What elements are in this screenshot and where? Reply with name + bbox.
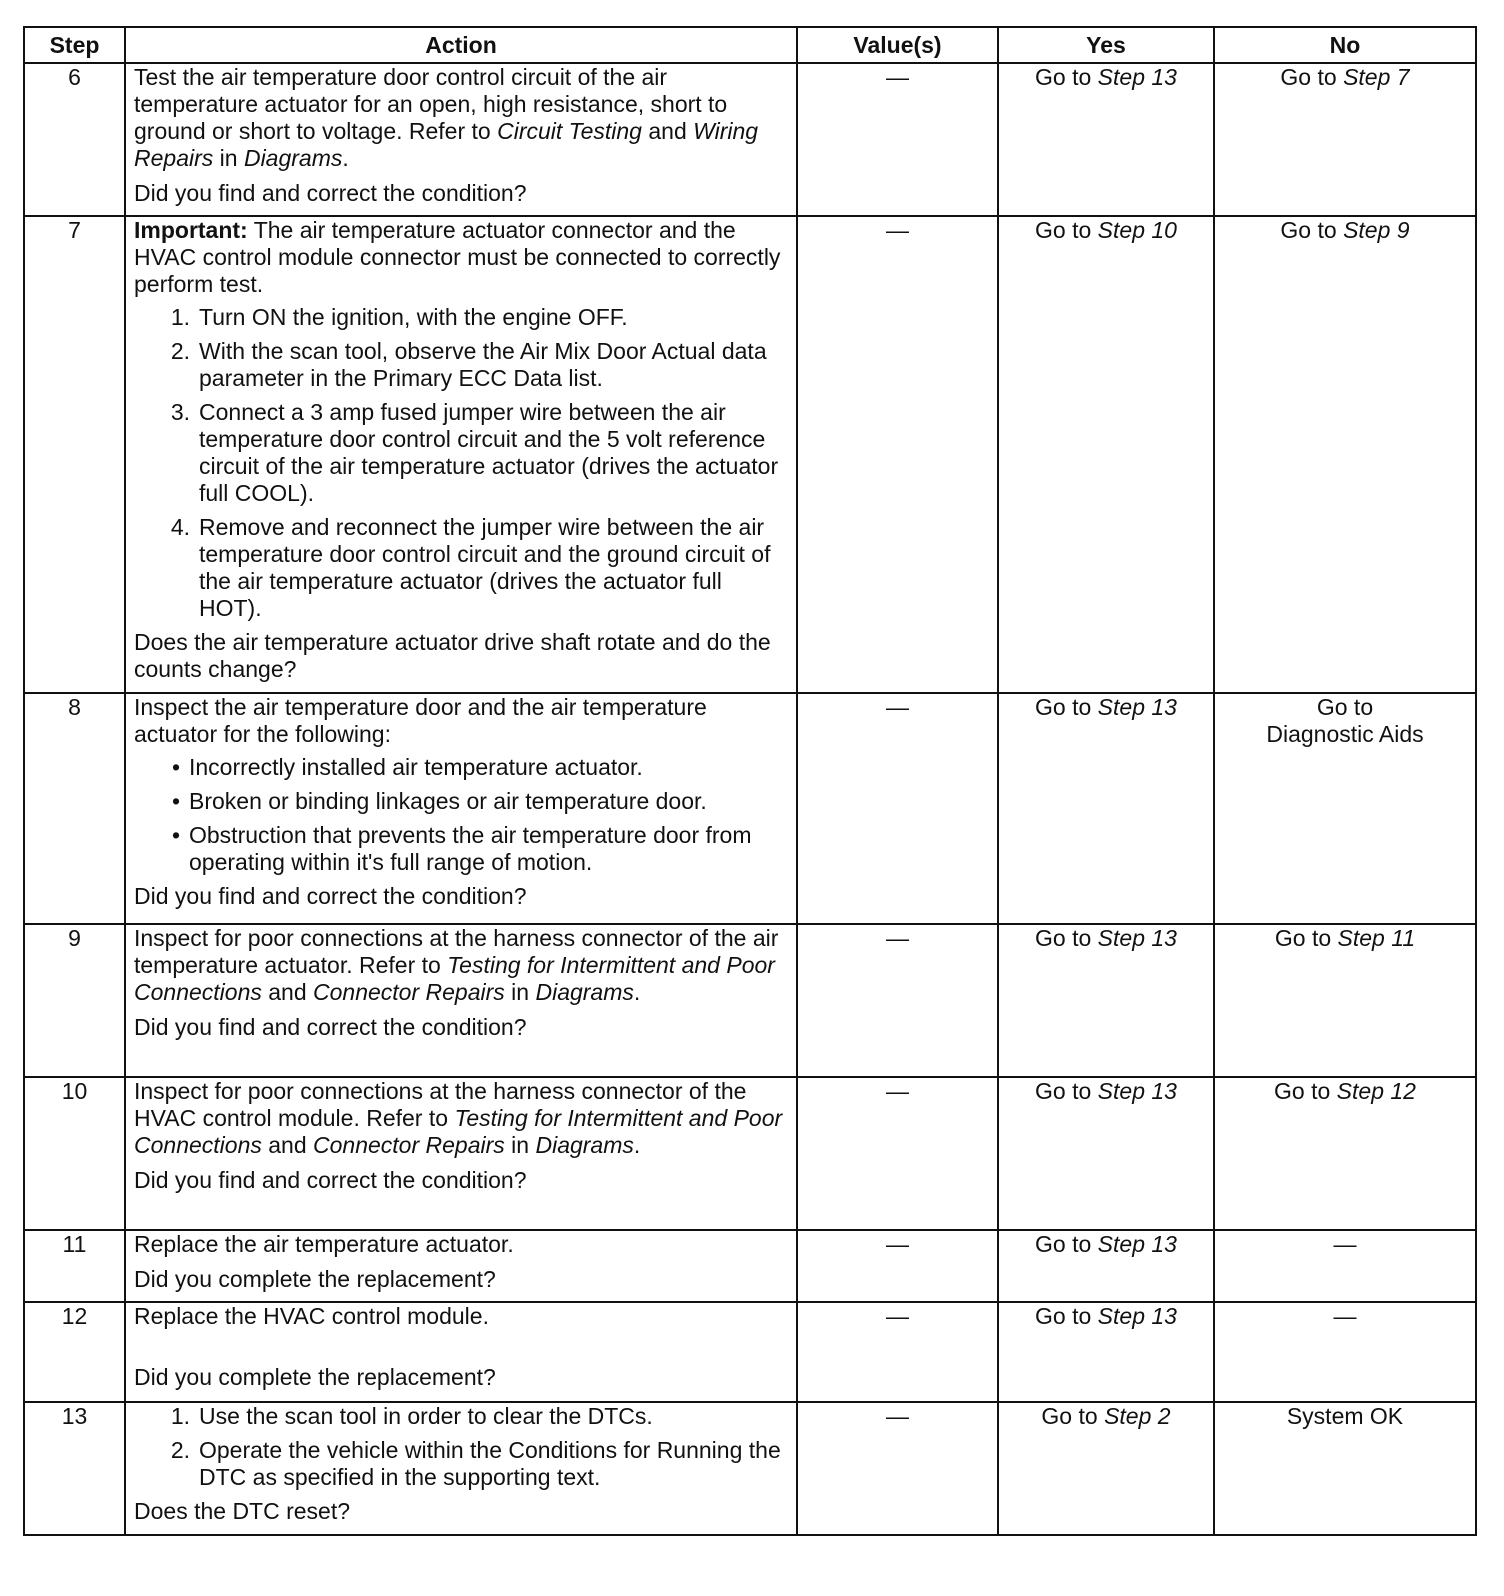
step-number: 6: [24, 63, 125, 216]
value-cell: —: [797, 216, 998, 693]
action-question: Does the air temperature actuator drive shaft rotate and do the counts change?: [134, 629, 771, 682]
action-question: Does the DTC reset?: [134, 1498, 351, 1524]
list-item: 4. Remove and reconnect the jumper wire between the air temperature door control circuit and the ground circuit of the air temperature actuator (drives the actuator full HOT).: [170, 514, 771, 621]
list-item: 1. Turn ON the ignition, with the engine OFF.: [170, 304, 628, 330]
yes-step-link[interactable]: Step 13: [1097, 1303, 1177, 1329]
yes-cell: Go to Step 2: [998, 1402, 1214, 1535]
yes-cell: Go to Step 13: [998, 1077, 1214, 1230]
list-item: 2. With the scan tool, observe the Air Mix Door Actual data parameter in the Primary ECC Data list.: [170, 338, 767, 391]
no-cell: —: [1214, 1230, 1476, 1302]
no-cell: Go to Step 9: [1214, 216, 1476, 693]
action-cell: [125, 1402, 797, 1535]
step-number: 13: [24, 1402, 125, 1535]
step-number: 10: [24, 1077, 125, 1230]
no-cell[interactable]: [1214, 693, 1476, 924]
table-row-step-13: [24, 1402, 1476, 1535]
table-row-step-6: [24, 63, 1476, 216]
value-cell: —: [797, 924, 998, 1077]
header-yes: Yes: [998, 27, 1214, 63]
action-cell: [125, 1302, 797, 1402]
numbered-list: [134, 1403, 788, 1491]
action-question: Did you find and correct the condition?: [134, 180, 527, 206]
action-question: Did you complete the replacement?: [134, 1266, 496, 1292]
yes-cell: Go to Step 10: [998, 216, 1214, 693]
yes-step-link[interactable]: Step 13: [1097, 925, 1177, 951]
action-cell: [125, 693, 797, 924]
value-cell: —: [797, 1402, 998, 1535]
list-item: • Broken or binding linkages or air temperature door.: [171, 788, 707, 814]
table-row-step-9: [24, 924, 1476, 1077]
header-values: Value(s): [797, 27, 998, 63]
step-number: 11: [24, 1230, 125, 1302]
action-text: Replace the HVAC control module.: [134, 1303, 489, 1329]
list-item: 2. Operate the vehicle within the Conditions for Running the DTC as specified in the supporting text.: [170, 1437, 781, 1490]
step-number: 9: [24, 924, 125, 1077]
value-cell: —: [797, 1302, 998, 1402]
action-cell: [125, 1230, 797, 1302]
list-item: • Obstruction that prevents the air temperature door from operating within it's full range of motion.: [171, 822, 752, 875]
yes-step-link[interactable]: Step 13: [1097, 1078, 1177, 1104]
yes-step-link[interactable]: Step 2: [1104, 1403, 1171, 1429]
diagnostic-table: [23, 26, 1477, 1536]
no-step-link[interactable]: Step 11: [1337, 925, 1416, 951]
no-cell: Go to Step 11: [1214, 924, 1476, 1077]
no-cell: Go to Step 12: [1214, 1077, 1476, 1230]
no-step-link[interactable]: Step 7: [1343, 64, 1410, 90]
yes-cell: Go to Step 13: [998, 924, 1214, 1077]
list-item: 3. Connect a 3 amp fused jumper wire between the air temperature door control circuit and the 5 volt reference circuit of the air temperature actuator (drives the actuator full COOL).: [170, 399, 779, 506]
action-text: Inspect for poor connections at the harness connector of the air temperature actuator. Refer to Testing for Intermittent and Poor Connections and Connector Repairs in Diagrams.: [134, 925, 779, 1005]
list-item: 1. Use the scan tool in order to clear the DTCs.: [170, 1403, 653, 1429]
diagnostic-aids-link[interactable]: Diagnostic Aids: [1266, 721, 1424, 747]
yes-step-link[interactable]: Step 13: [1097, 694, 1177, 720]
no-text-line-1: Go to: [1316, 694, 1374, 720]
no-cell: System OK: [1214, 1402, 1476, 1535]
list-item: • Incorrectly installed air temperature actuator.: [171, 754, 643, 780]
action-text: Replace the air temperature actuator.: [134, 1231, 514, 1257]
no-step-link[interactable]: Step 9: [1343, 217, 1410, 243]
action-question: Did you find and correct the condition?: [134, 883, 527, 909]
no-step-link[interactable]: Step 12: [1336, 1078, 1416, 1104]
important-note: Important: The air temperature actuator connector and the HVAC control module connector must be connected to correctly perform test.: [134, 217, 781, 297]
action-cell: [125, 63, 797, 216]
table-row-step-8: [24, 693, 1476, 924]
header-action: Action: [125, 27, 797, 63]
header-row: [24, 27, 1476, 63]
yes-cell: Go to Step 13: [998, 1230, 1214, 1302]
value-cell: —: [797, 693, 998, 924]
header-no: No: [1214, 27, 1476, 63]
yes-cell: Go to Step 13: [998, 1302, 1214, 1402]
value-cell: —: [797, 1230, 998, 1302]
yes-step-link[interactable]: Step 13: [1097, 1231, 1177, 1257]
step-number: 8: [24, 693, 125, 924]
action-cell: [125, 1077, 797, 1230]
yes-step-link[interactable]: Step 10: [1097, 217, 1177, 243]
yes-cell: Go to Step 13: [998, 693, 1214, 924]
no-cell: Go to Step 7: [1214, 63, 1476, 216]
action-text: Test the air temperature door control circuit of the air temperature actuator for an open, high resistance, short to ground or short to voltage. Refer to Circuit Testing and Wiring Repairs in Diagrams.: [134, 64, 759, 171]
table-row-step-10: [24, 1077, 1476, 1230]
table-row-step-12: [24, 1302, 1476, 1402]
step-number: 12: [24, 1302, 125, 1402]
value-cell: —: [797, 63, 998, 216]
value-cell: —: [797, 1077, 998, 1230]
action-question: Did you find and correct the condition?: [134, 1014, 527, 1040]
action-question: Did you complete the replacement?: [134, 1364, 496, 1390]
step-number: 7: [24, 216, 125, 693]
action-text: Inspect the air temperature door and the air temperature actuator for the following:: [134, 694, 707, 747]
bullet-list: [134, 754, 788, 876]
table-row-step-7: [24, 216, 1476, 693]
table-row-step-11: [24, 1230, 1476, 1302]
action-text: Inspect for poor connections at the harness connector of the HVAC control module. Refer to Testing for Intermittent and Poor Connections and Connector Repairs in Diagrams.: [134, 1078, 783, 1158]
yes-cell: Go to Step 13: [998, 63, 1214, 216]
action-cell: [125, 216, 797, 693]
yes-step-link[interactable]: Step 13: [1097, 64, 1177, 90]
header-step: Step: [24, 27, 125, 63]
action-question: Did you find and correct the condition?: [134, 1167, 527, 1193]
action-cell: [125, 924, 797, 1077]
no-cell: —: [1214, 1302, 1476, 1402]
numbered-list: [134, 304, 788, 622]
